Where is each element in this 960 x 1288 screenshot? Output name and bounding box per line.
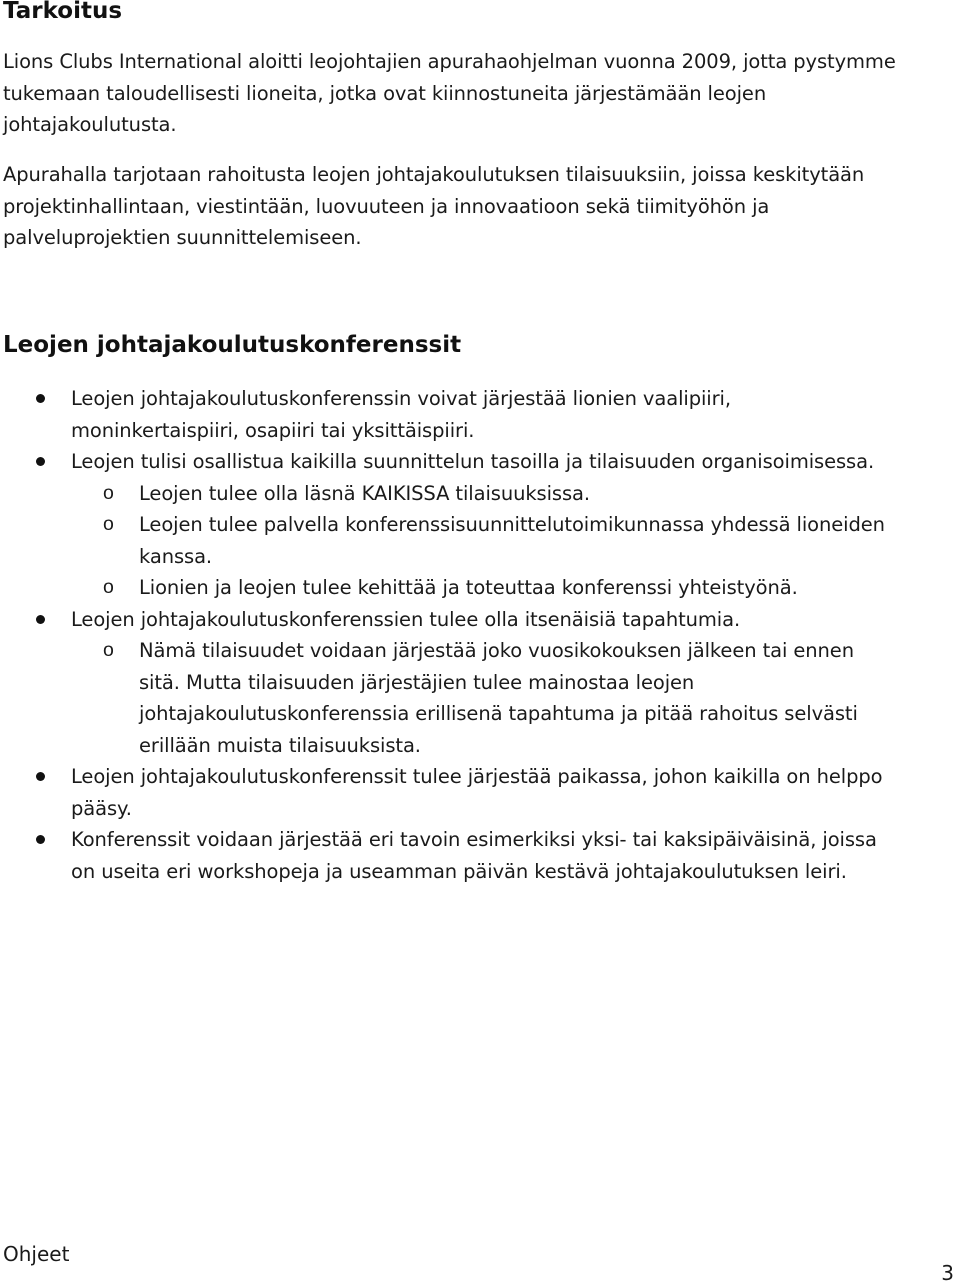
footer-section-label: Ohjeet: [3, 1242, 70, 1266]
list-item: [0, 446, 891, 604]
sub-list: [0, 635, 891, 761]
list-item-text: Leojen tulisi osallistua kaikilla suunnittelun tasoilla ja tilaisuuden organisoimisessa.: [71, 450, 875, 473]
list-item: [0, 824, 891, 887]
purpose-paragraph-2: Apurahalla tarjotaan rahoitusta leojen johtajakoulutuksen tilaisuuksiin, joissa keskitytään projektinhallintaan, viestintään, luovuuteen ja innovaatioon sekä tiimityöhön ja palveluprojektien suunnittelemiseen.: [3, 163, 865, 249]
list-item: [0, 761, 891, 824]
circle-marker-icon: o: [103, 513, 114, 535]
sub-list-item: [0, 635, 899, 761]
conference-list: [0, 383, 960, 887]
list-item: [0, 383, 891, 446]
list-item-text: Leojen johtajakoulutuskonferenssin voivat järjestää lionien vaalipiiri, moninkertaispiiri, osapiiri tai yksittäispiiri.: [71, 387, 731, 442]
circle-marker-icon: o: [103, 576, 114, 598]
bullet-icon: [36, 835, 45, 844]
sub-list-item: [0, 478, 899, 510]
sub-list: [0, 478, 891, 604]
sub-list-item-text: Lionien ja leojen tulee kehittää ja toteuttaa konferenssi yhteistyönä.: [139, 576, 798, 599]
bullet-icon: [36, 394, 45, 403]
bullet-icon: [36, 457, 45, 466]
list-item-text: Leojen johtajakoulutuskonferenssit tulee järjestää paikassa, johon kaikilla on helppo pääsy.: [71, 765, 883, 820]
circle-marker-icon: o: [103, 481, 114, 504]
sub-list-item-text: Leojen tulee olla läsnä KAIKISSA tilaisuuksissa.: [139, 481, 590, 505]
list-item-text: Leojen johtajakoulutuskonferenssien tulee olla itsenäisiä tapahtumia.: [71, 607, 741, 631]
sub-list-item-text: Leojen tulee palvella konferenssisuunnittelutoimikunnassa yhdessä lioneiden kanssa.: [139, 513, 885, 568]
sub-list-item: [0, 509, 899, 572]
purpose-paragraph-1: Lions Clubs International aloitti leojohtajien apurahaohjelman vuonna 2009, jotta pystymme tukemaan taloudellisesti lioneita, jotka ovat kiinnostuneita järjestämään leojen johtajakoulutusta.: [3, 50, 896, 136]
page-number: 3: [941, 1261, 954, 1285]
sub-list-item-text: Nämä tilaisuudet voidaan järjestää joko vuosikokouksen jälkeen tai ennen sitä. Mutta tilaisuuden järjestäjien tulee mainostaa leojen johtajakoulutuskonferenssia erillisenä tapahtuma ja pitää rahoitus selvästi erillään muista tilaisuuksista.: [139, 639, 858, 757]
bullet-icon: [36, 615, 45, 624]
section-title-conferences: Leojen johtajakoulutuskonferenssit: [3, 332, 462, 358]
bullet-icon: [36, 772, 45, 781]
list-item-text: Konferenssit voidaan järjestää eri tavoin esimerkiksi yksi- tai kaksipäiväisinä, joissa on useita eri workshopeja ja useamman päivän kestävä johtajakoulutuksen leiri.: [71, 828, 877, 883]
circle-marker-icon: o: [103, 639, 114, 661]
sub-list-item: [0, 572, 899, 604]
list-item: [0, 604, 891, 762]
section-title-purpose: Tarkoitus: [3, 0, 123, 24]
